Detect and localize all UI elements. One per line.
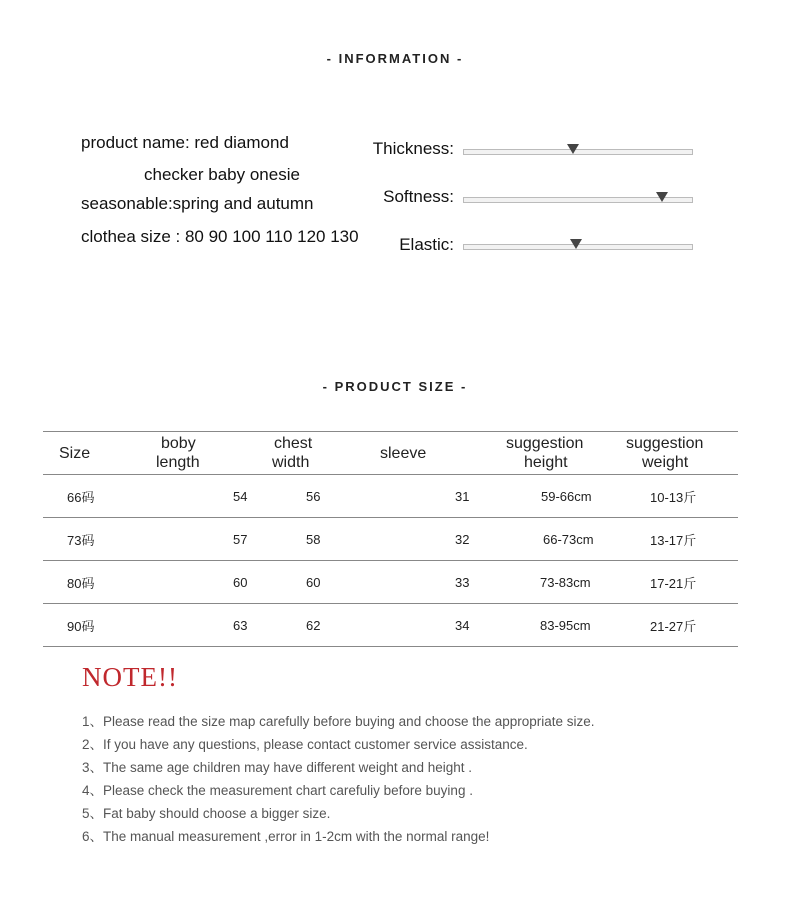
cell-size: 73码	[43, 518, 111, 561]
note-item-3: 3、The same age children may have different weight and height .	[82, 760, 472, 775]
thickness-slider	[463, 149, 693, 155]
table-row	[43, 604, 738, 647]
cell-chest-width: 62	[266, 604, 366, 647]
information-title: - INFORMATION -	[326, 51, 464, 66]
cell-suggestion-height: 66-73cm	[506, 518, 636, 561]
cell-size: 80码	[43, 561, 111, 604]
cell-chest-width: 56	[266, 475, 366, 518]
note-title: NOTE!!	[82, 662, 178, 692]
cell-suggestion-weight: 21-27斤	[636, 604, 738, 647]
product-name-line: product name: red diamond	[81, 133, 289, 152]
header-sleeve: sleeve	[366, 432, 506, 475]
note-item-5: 5、Fat baby should choose a bigger size.	[82, 806, 331, 821]
size-table	[43, 431, 738, 647]
note-item-2: 2、If you have any questions, please contact customer service assistance.	[82, 737, 528, 752]
header-body-length: boby length	[111, 432, 266, 475]
softness-marker-icon	[656, 192, 668, 202]
cell-suggestion-weight: 13-17斤	[636, 518, 738, 561]
thickness-marker-icon	[567, 144, 579, 154]
elastic-label: Elastic:	[399, 235, 454, 254]
softness-label: Softness:	[383, 187, 454, 206]
clothes-size-line: clothea size : 80 90 100 110 120 130	[81, 227, 359, 246]
cell-body-length: 63	[111, 604, 266, 647]
cell-size: 90码	[43, 604, 111, 647]
product-name-continued: checker baby onesie	[144, 165, 300, 184]
cell-body-length: 57	[111, 518, 266, 561]
elastic-slider	[463, 244, 693, 250]
elastic-marker-icon	[570, 239, 582, 249]
header-suggestion-weight: suggestion weight	[636, 432, 738, 475]
seasonable-line: seasonable:spring and autumn	[81, 194, 314, 213]
table-row	[43, 561, 738, 604]
table-row	[43, 475, 738, 518]
note-item-1: 1、Please read the size map carefully before buying and choose the appropriate size.	[82, 714, 595, 729]
cell-sleeve: 31	[366, 475, 506, 518]
cell-suggestion-weight: 10-13斤	[636, 475, 738, 518]
cell-suggestion-height: 83-95cm	[506, 604, 636, 647]
softness-slider	[463, 197, 693, 203]
cell-chest-width: 60	[266, 561, 366, 604]
cell-body-length: 54	[111, 475, 266, 518]
cell-sleeve: 34	[366, 604, 506, 647]
cell-body-length: 60	[111, 561, 266, 604]
table-row	[43, 518, 738, 561]
cell-suggestion-weight: 17-21斤	[636, 561, 738, 604]
cell-suggestion-height: 59-66cm	[506, 475, 636, 518]
note-item-4: 4、Please check the measurement chart carefuliy before buying .	[82, 783, 473, 798]
cell-suggestion-height: 73-83cm	[506, 561, 636, 604]
cell-sleeve: 32	[366, 518, 506, 561]
cell-size: 66码	[43, 475, 111, 518]
note-item-6: 6、The manual measurement ,error in 1-2cm with the normal range!	[82, 829, 490, 844]
product-size-title: - PRODUCT SIZE -	[322, 379, 468, 394]
cell-chest-width: 58	[266, 518, 366, 561]
header-chest-width: chest width	[266, 432, 366, 475]
cell-sleeve: 33	[366, 561, 506, 604]
header-suggestion-height: suggestion height	[506, 432, 636, 475]
header-size: Size	[43, 432, 111, 475]
thickness-label: Thickness:	[372, 139, 454, 158]
size-table-header	[43, 432, 738, 475]
